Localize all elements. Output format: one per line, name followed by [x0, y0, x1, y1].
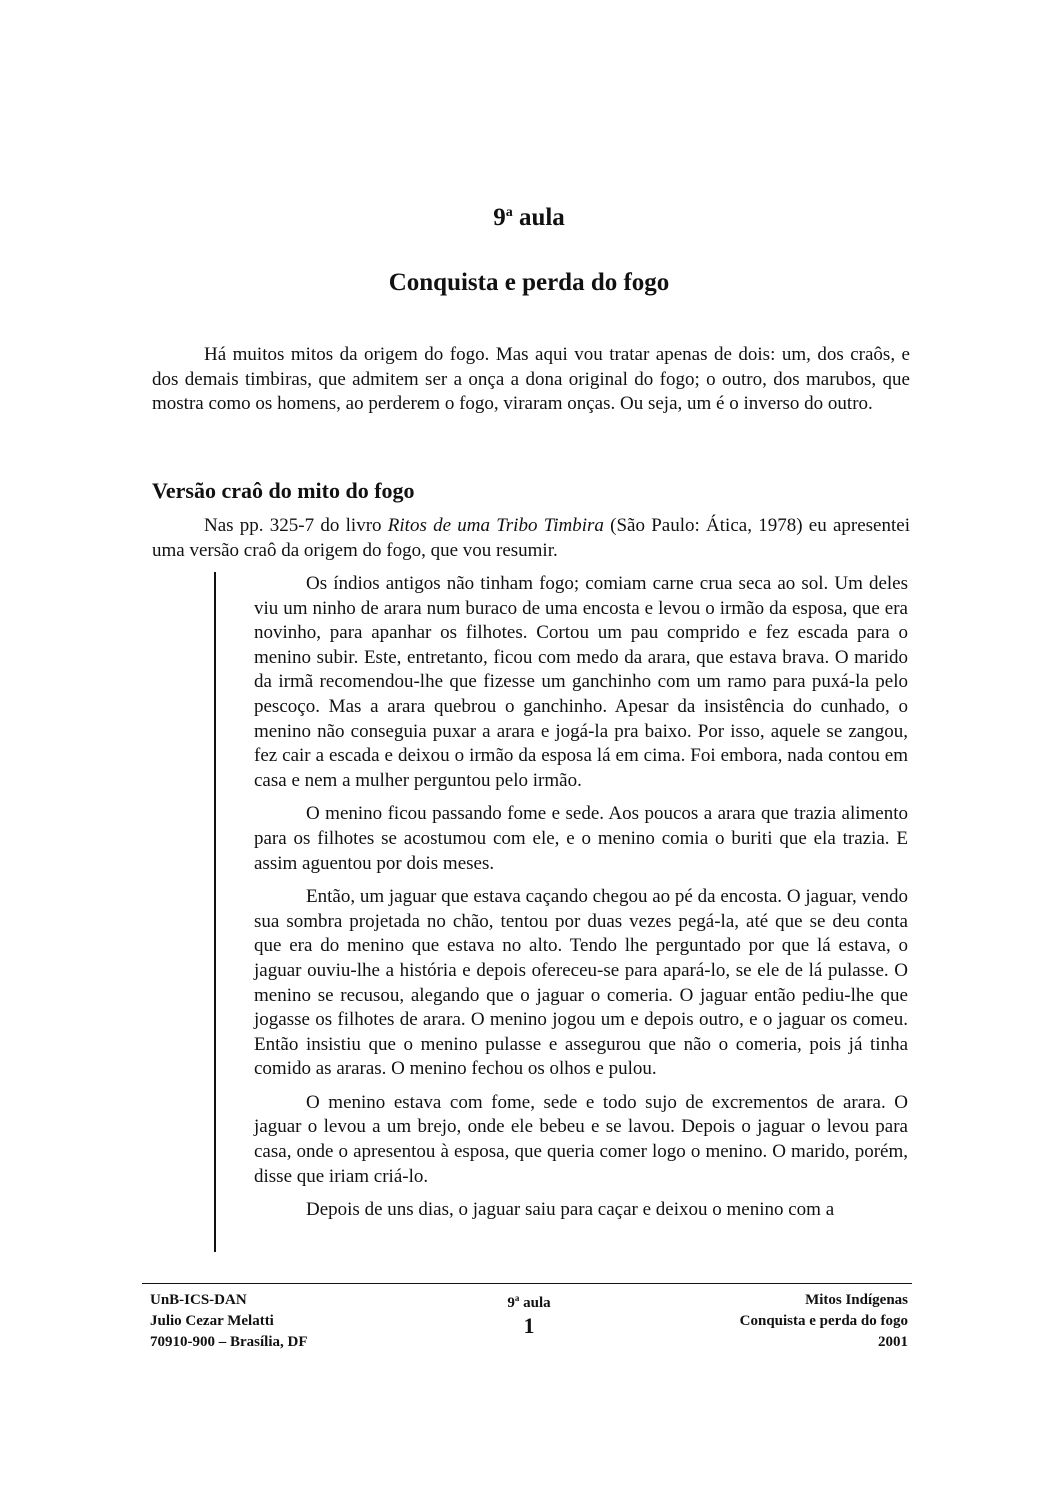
footer-course [608, 1290, 908, 1353]
footer-lesson-number: 9 [507, 1295, 515, 1311]
footer-department: UnB-ICS-DAN [150, 1292, 247, 1308]
section-heading: Versão craô do mito do fogo [152, 478, 415, 503]
lead-text-before: Nas pp. 325-7 do livro [204, 515, 388, 536]
quote-paragraph: Então, um jaguar que estava caçando chegou ao pé da encosta. O jaguar, vendo sua sombra projetada no chão, tentou por duas vezes pegá-la, até que se deu conta que era do menino que estava no alto. Tendo lhe perguntado por que lá estava, o jaguar ouviu-lhe a história e depois ofereceu-se para apará-lo, se ele de lá pulasse. O menino se recusou, alegando que o jaguar o comeria. O jaguar então pediu-lhe que jogasse os filhotes de arara. O menino jogou um e depois outro, e o jaguar os comeu. Então insistiu que o menino pulasse e assegurou que não o comeria, pois já tinha comido as araras. O menino fechou os olhos e pulou. [254, 886, 908, 1080]
quote-paragraph: O menino ficou passando fome e sede. Aos poucos a arara que trazia alimento para os filhotes se acostumou com ele, e o menino comia o buriti que ela trazia. E assim aguentou por dois meses. [254, 803, 908, 874]
myth-blockquote [214, 572, 908, 1252]
lesson-ordinal: a [505, 205, 513, 220]
footer-lesson-word: aula [523, 1295, 551, 1311]
lead-paragraph [152, 514, 910, 563]
footer-lesson-ordinal: a [514, 1293, 520, 1303]
quote-paragraph: Os índios antigos não tinham fogo; comiam carne crua seca ao sol. Um deles viu um ninho de arara num buraco de uma encosta e levou o irmão da esposa, que era novinho, para apanhar os filhotes. Cortou um pau comprido e fez escada para o menino subir. Este, entretanto, ficou com medo da arara, que estava brava. O marido da irmã recomendou-lhe que fizesse um ganchinho com um ramo para puxá-la pelo pescoço. Mas a arara quebrou o ganchinho. Apesar da insistência do cunhado, o menino não conseguia puxar a arara e jogá-la pra baixo. Por isso, aquele se zangou, fez cair a escada e deixou o irmão da esposa lá em cima. Foi embora, nada contou em casa e nem a mulher perguntou pelo irmão. [254, 573, 908, 791]
lesson-word: aula [518, 204, 565, 231]
lesson-number: 9 [493, 204, 506, 231]
intro-paragraph: Há muitos mitos da origem do fogo. Mas aqui vou tratar apenas de dois: um, dos craôs, e dos demais timbiras, que admitem ser a onça a dona original do fogo; o outro, dos marubos, que mostra como os homens, ao perderem o fogo, viraram onças. Ou seja, um é o inverso do outro. [152, 344, 910, 415]
lead-text-after: (São Paulo: Ática, 1978) eu apresentei uma versão craô da origem do fogo, que vou resumir. [152, 515, 910, 561]
quote-paragraph: O menino estava com fome, sede e todo sujo de excrementos de arara. O jaguar o levou a um brejo, onde ele bebeu e se lavou. Depois o jaguar o levou para casa, onde o apresentou à esposa, que queria comer logo o menino. O marido, porém, disse que iriam criá-lo. [254, 1091, 908, 1187]
lesson-heading [0, 201, 1058, 235]
page-title: Conquista e perda do fogo [388, 269, 670, 296]
footer-divider [142, 1283, 912, 1284]
quote-paragraph: Depois de uns dias, o jaguar saiu para caçar e deixou o menino com a [306, 1199, 835, 1221]
footer-institution [150, 1290, 450, 1353]
page-number: 1 [523, 1313, 535, 1338]
footer-address: 70910-900 – Brasília, DF [150, 1334, 308, 1350]
footer-topic: Conquista e perda do fogo [739, 1313, 908, 1329]
footer-author: Julio Cezar Melatti [150, 1313, 274, 1329]
footer-lesson [429, 1293, 629, 1313]
footer-course-name: Mitos Indígenas [805, 1292, 908, 1308]
footer-year: 2001 [878, 1334, 908, 1350]
book-title: Ritos de uma Tribo Timbira [387, 515, 604, 536]
footer-page-info [429, 1293, 629, 1339]
